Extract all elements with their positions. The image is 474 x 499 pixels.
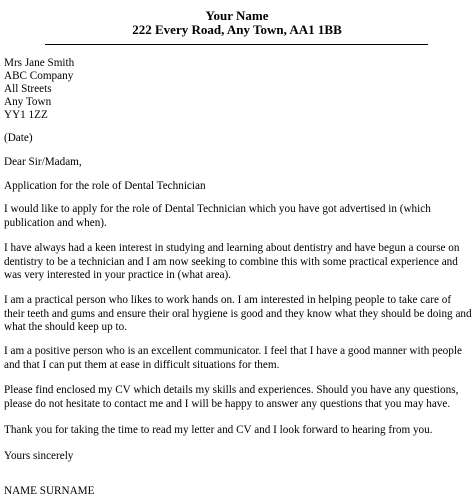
letter-date: (Date) xyxy=(4,132,33,144)
body-paragraph: Thank you for taking the time to read my letter and CV and I look forward to hearing from you. xyxy=(4,424,433,436)
header-divider xyxy=(45,44,428,45)
recipient-line: All Streets xyxy=(4,83,52,95)
salutation: Dear Sir/Madam, xyxy=(4,156,82,168)
body-paragraph: Please find enclosed my CV which details my skills and experiences. Should you have any questions, please do not hesitate to contact me and I will be happy to answer any questions that you may have. xyxy=(4,384,459,410)
sender-name: Your Name xyxy=(205,8,269,23)
recipient-line: Mrs Jane Smith xyxy=(4,57,75,69)
signature-name: NAME SURNAME xyxy=(4,485,95,497)
subject-line: Application for the role of Dental Technician xyxy=(4,180,206,192)
body-paragraph: I am a positive person who is an excellent communicator. I feel that I have a good manner with people and that I can put them at ease in difficult situations for them. xyxy=(4,345,462,371)
sender-address: 222 Every Road, Any Town, AA1 1BB xyxy=(132,22,342,37)
recipient-line: YY1 1ZZ xyxy=(4,109,48,121)
closing: Yours sincerely xyxy=(4,450,74,462)
body-paragraph: I have always had a keen interest in studying and learning about dentistry and have begun a course on dentistry to be a technician and I am now seeking to combine this with some practical experience and was very interested in your practice in (what area). xyxy=(4,242,460,281)
body-paragraph: I would like to apply for the role of Dental Technician which you have got advertised in (which publication and when). xyxy=(4,203,431,229)
recipient-line: Any Town xyxy=(4,96,52,108)
recipient-line: ABC Company xyxy=(4,70,74,82)
body-paragraph: I am a practical person who likes to work hands on. I am interested in helping people to take care of their teeth and gums and ensure their oral hygiene is good and they know what they should be doing and what the should keep up to. xyxy=(4,294,472,333)
